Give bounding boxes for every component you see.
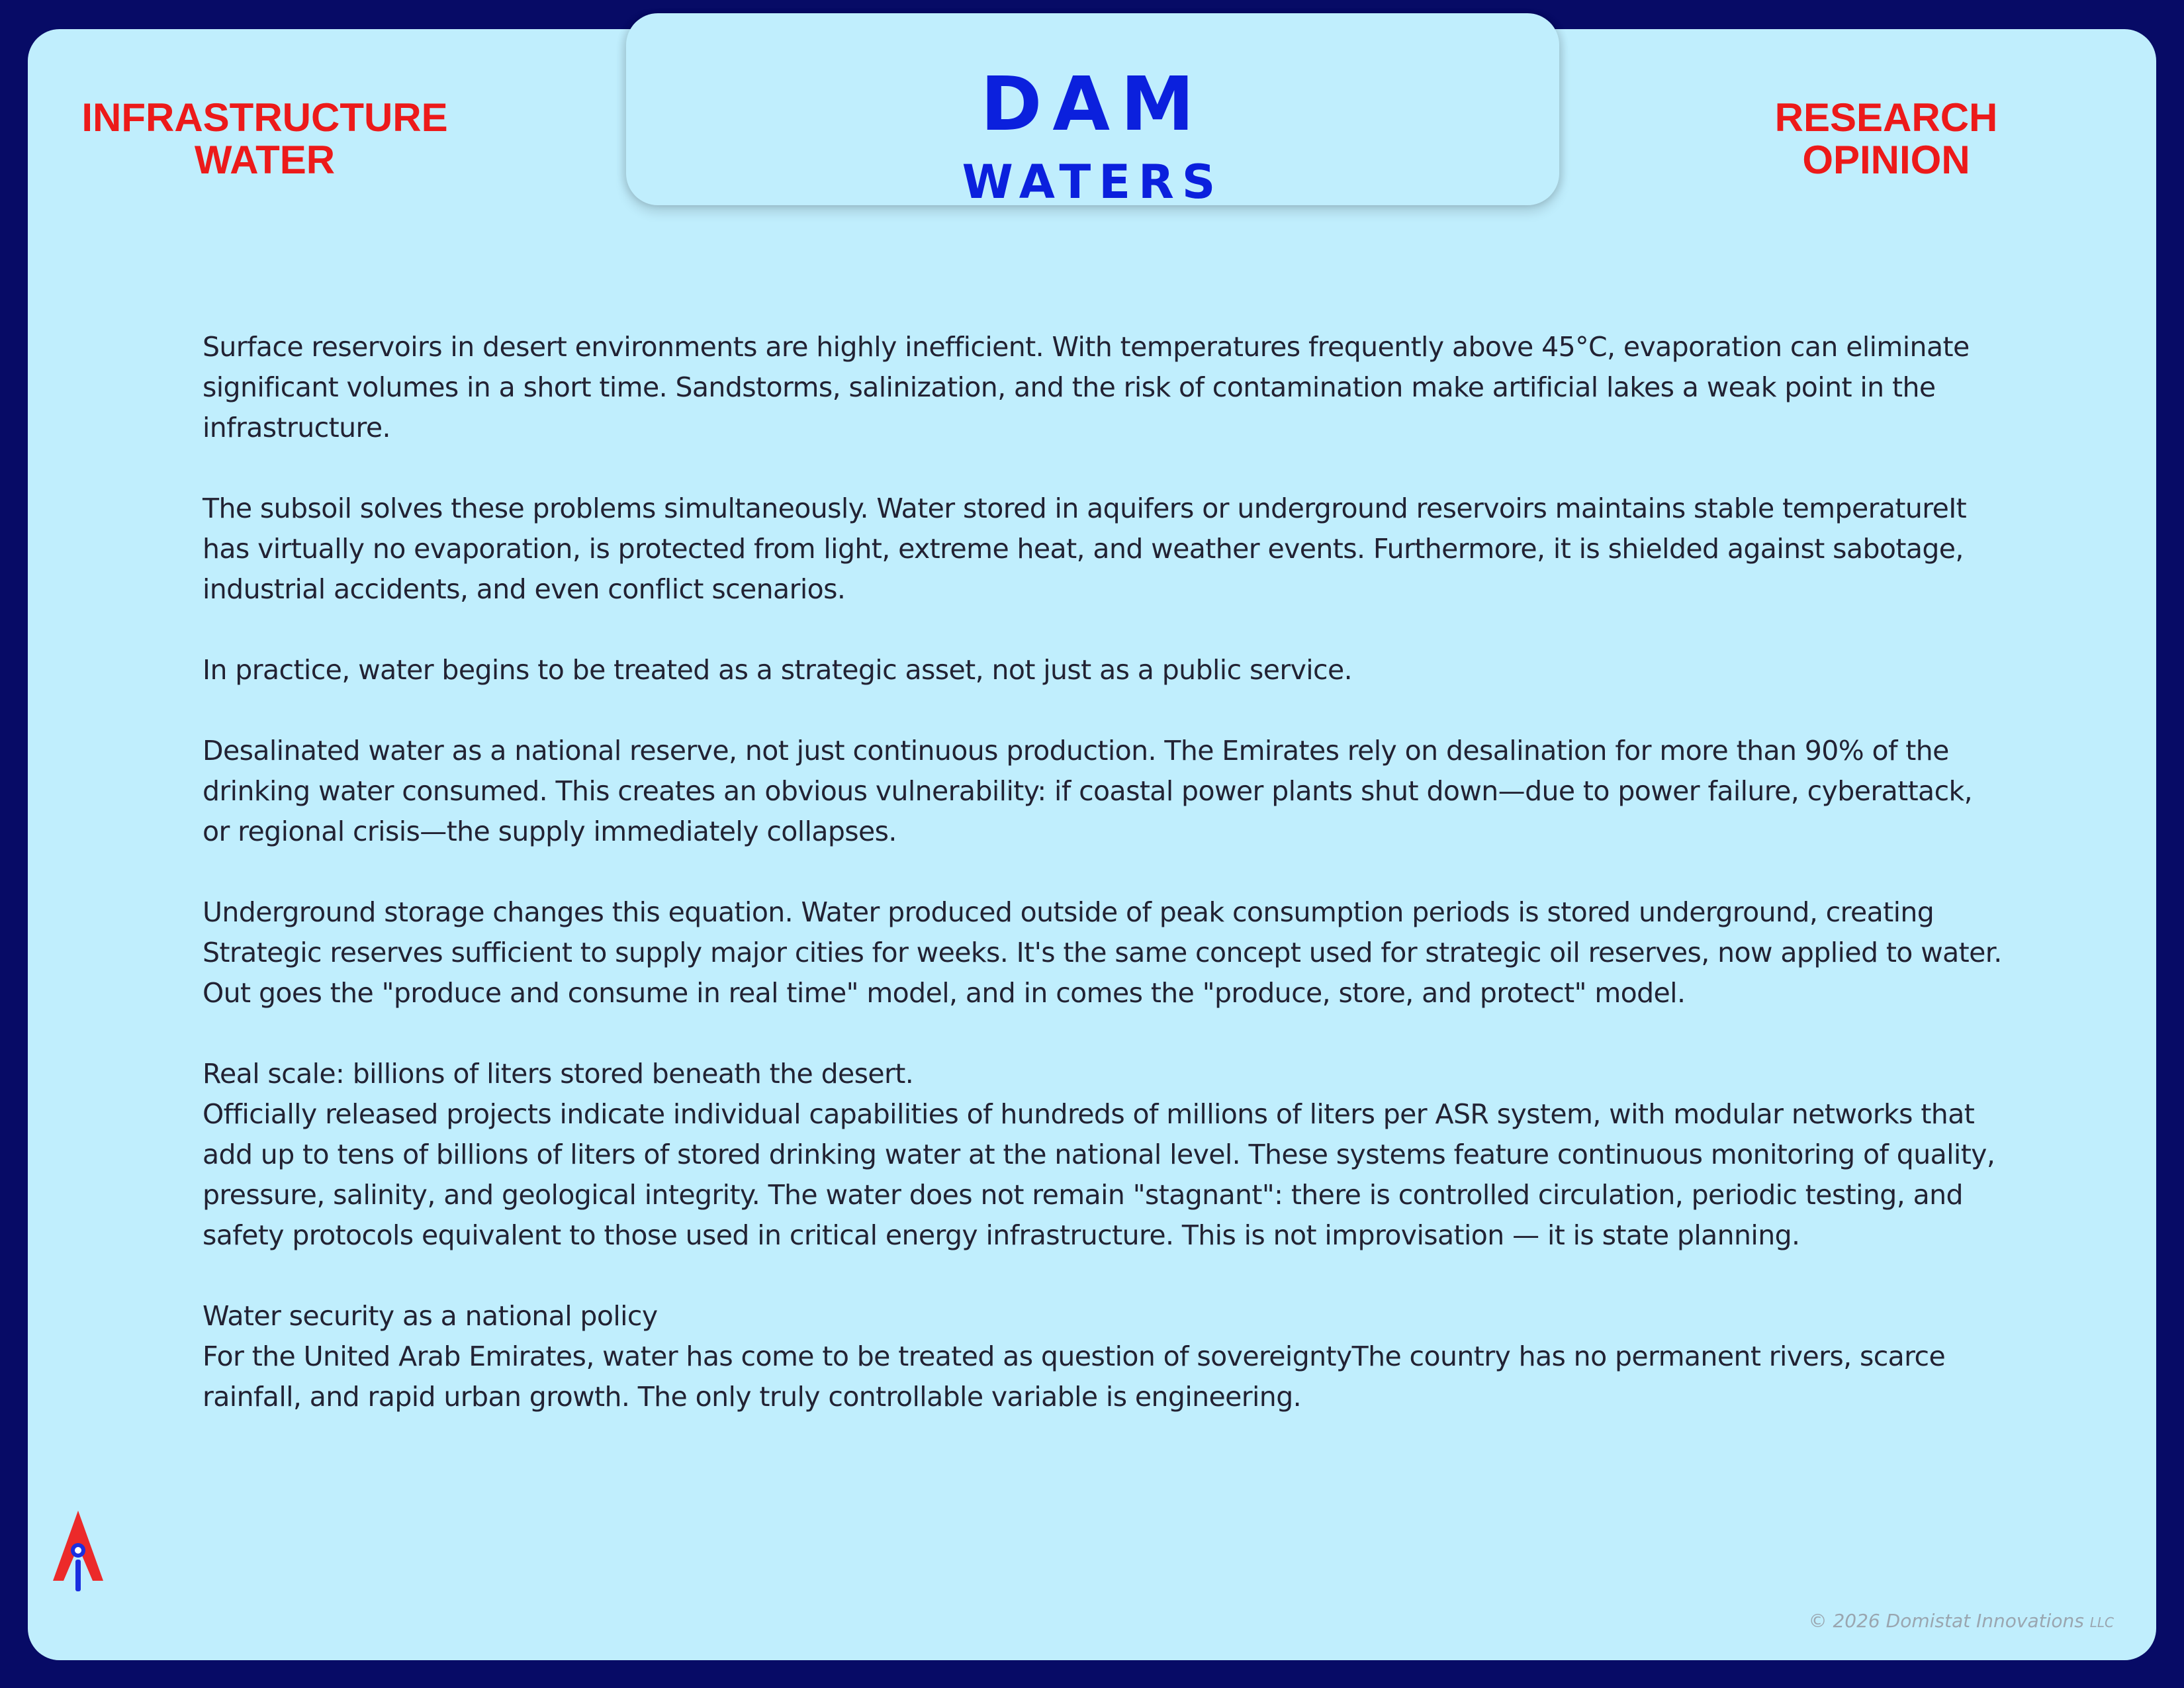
type-tag — [1674, 97, 2098, 181]
paragraph-3: In practice, water begins to be treated as a strategic asset, not just as a public service. — [203, 654, 1353, 686]
copyright-footer — [1809, 1610, 2114, 1632]
article-body — [203, 327, 2003, 1458]
paragraph-6: Real scale: billions of liters stored beneath the desert. Officially released projects indicate individual capabilities of hundreds of millions of liters per ASR system, with modular networks that add up to tens of billions of liters of stored drinking water at the national level. These systems feature continuous monitoring of quality, pressure, salinity, and geological integrity. The water does not remain "stagnant": there is controlled circulation, periodic testing, and safety protocols equivalent to those used in critical energy infrastructure. This is not improvisation — it is state planning. — [203, 1058, 1995, 1251]
paragraph-4: Desalinated water as a national reserve, not just continuous production. The Emirates rely on desalination for more than 90% of the drinking water consumed. This creates an obvious vulnerability: if coastal power plants shut down—due to power failure, cyberattack, or regional crisis—the supply immediately collapses. — [203, 735, 1973, 847]
paragraph-5: Underground storage changes this equation. Water produced outside of peak consumption periods is stored underground, creating Strategic reserves sufficient to supply major cities for weeks. It's the same concept used for strategic oil reserves, now applied to water. Out goes the "produce and consume in real time" model, and in comes the "produce, store, and protect" model. — [203, 896, 2002, 1009]
page-subtitle: WATERS — [962, 155, 1224, 209]
paragraph-7: Water security as a national policy For the United Arab Emirates, water has come to be treated as question of sovereigntyThe country has no permanent rivers, scarce rainfall, and rapid urban growth. The only truly controllable variable is engineering. — [203, 1300, 1946, 1413]
type-line-2: OPINION — [1802, 138, 1970, 182]
category-tag — [53, 97, 477, 181]
page-title: DAM — [980, 62, 1205, 148]
type-line-1: RESEARCH — [1774, 95, 1998, 140]
company-suffix: LLC — [2089, 1615, 2114, 1630]
arrow-a-logo-icon — [52, 1511, 105, 1591]
company-name: Domistat Innovations — [1886, 1610, 2084, 1632]
title-tab — [626, 13, 1559, 209]
copyright-prefix: © 2026 — [1808, 1610, 1880, 1632]
paragraph-2: The subsoil solves these problems simultaneously. Water stored in aquifers or underground reservoirs maintains stable temperatureIt has virtually no evaporation, is protected from light, extreme heat, and weather events. Furthermore, it is shielded against sabotage, industrial accidents, and even conflict scenarios. — [203, 492, 1967, 605]
category-line-2: WATER — [194, 138, 336, 182]
category-line-1: INFRASTRUCTURE — [81, 95, 448, 140]
paragraph-1: Surface reservoirs in desert environments are highly inefficient. With temperatures frequently above 45°C, evaporation can eliminate significant volumes in a short time. Sandstorms, salinization, and the risk of contamination make artificial lakes a weak point in the infrastructure. — [203, 331, 1970, 444]
